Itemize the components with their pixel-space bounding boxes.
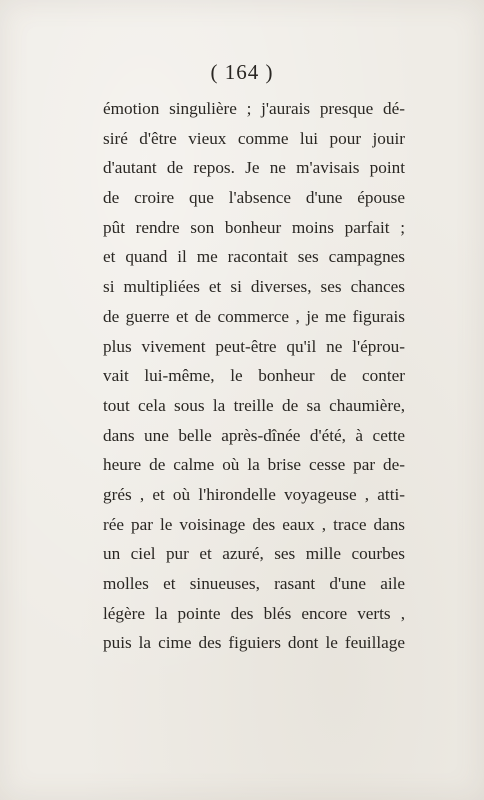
text-line: siré d'être vieux comme lui pour jouir <box>103 128 405 148</box>
text-line: grés , et où l'hirondelle voyageuse , atti- <box>103 484 405 504</box>
page-body <box>103 94 405 658</box>
page-number: ( 164 ) <box>210 60 274 84</box>
text-line: pût rendre son bonheur moins parfait ; <box>103 217 405 237</box>
text-line: de croire que l'absence d'une épouse <box>103 188 405 208</box>
text-line: puis la cime des figuiers dont le feuillage <box>103 633 405 653</box>
text-line: d'autant de repos. Je ne m'avisais point <box>103 158 405 178</box>
text-line: légère la pointe des blés encore verts , <box>103 603 405 623</box>
text-line: molles et sinueuses, rasant d'une aile <box>103 574 405 593</box>
text-line: heure de calme où la brise cesse par de- <box>103 455 405 475</box>
text-line: si multipliées et si diverses, ses chances <box>103 277 405 297</box>
text-line: de guerre et de commerce , je me figurais <box>103 306 405 326</box>
text-line: et quand il me racontait ses campagnes <box>103 247 405 267</box>
text-line: un ciel pur et azuré, ses mille courbes <box>103 544 405 564</box>
text-line: dans une belle après-dînée d'été, à cette <box>103 425 405 445</box>
text-line: plus vivement peut-être qu'il ne l'éprou- <box>103 336 405 356</box>
text-line: rée par le voisinage des eaux , trace dans <box>103 514 405 534</box>
text-line: vait lui-même, le bonheur de conter <box>103 366 405 386</box>
text-line: émotion singulière ; j'aurais presque dé- <box>103 99 405 118</box>
text-line: tout cela sous la treille de sa chaumière, <box>103 395 405 415</box>
